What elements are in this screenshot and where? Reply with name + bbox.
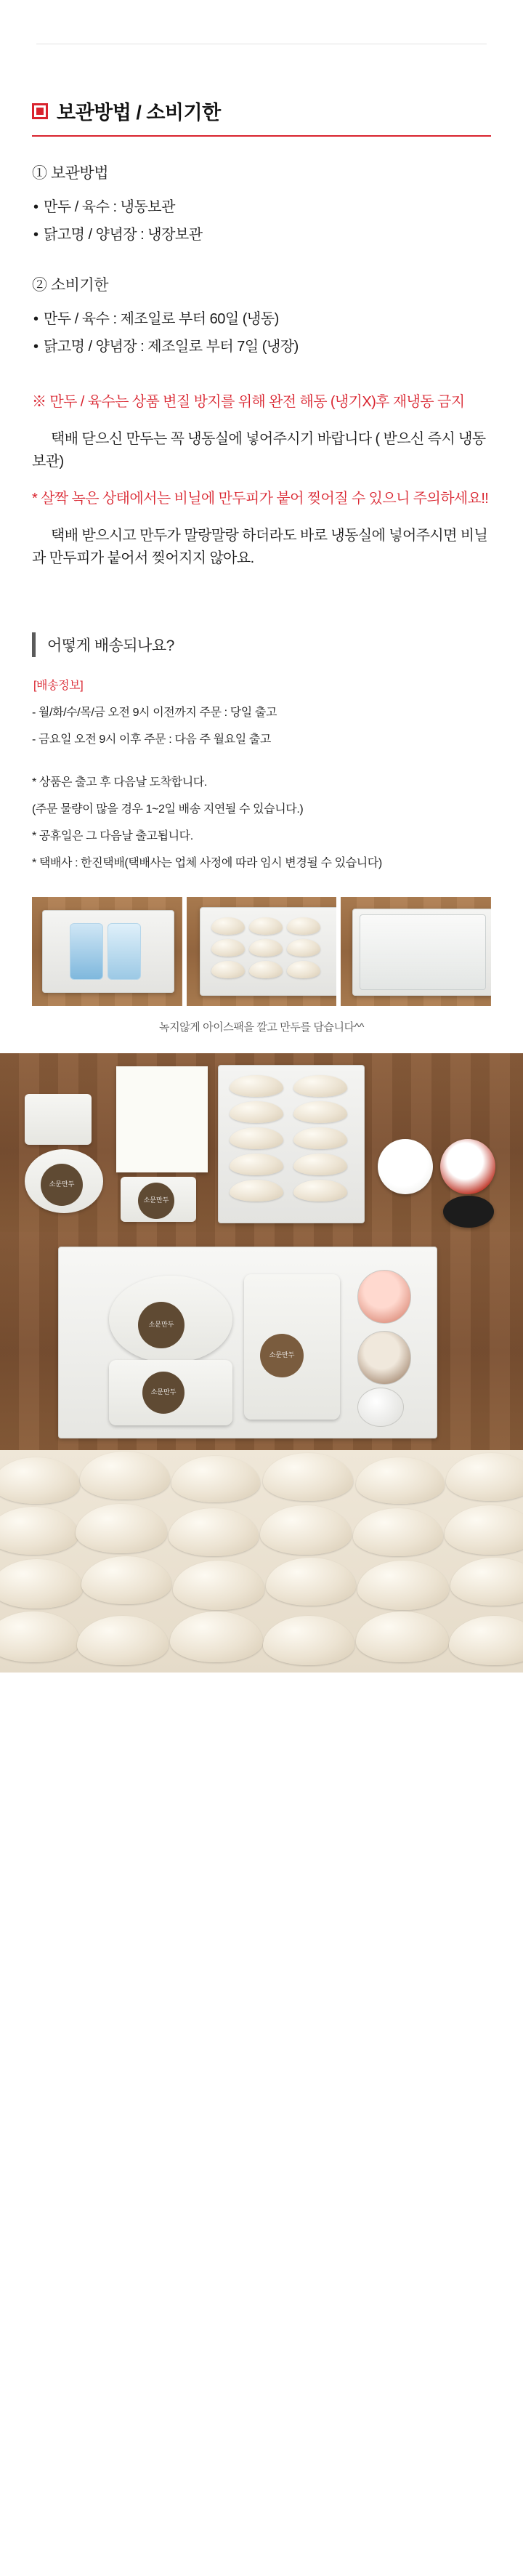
dumpling [449,1616,523,1665]
storage-subheading: ① 보관방법 [32,165,108,182]
page-content [0,97,523,1034]
ice-pack [108,923,141,980]
dumpling [81,1556,171,1604]
dumpling [170,1611,263,1662]
sauce-cup [357,1388,404,1427]
dark-bowl [443,1196,494,1228]
dumpling [356,1457,445,1504]
dumpling [446,1453,523,1501]
dumpling [249,961,283,978]
dumpling [230,1154,283,1175]
photo-tray-lid-closed [341,897,491,1006]
notice-refreeze-warning: ※ 만두 / 육수는 상품 변질 방지를 위해 완전 해동 (냉기X)후 재냉동 금지 [32,394,465,410]
delivery-line: - 금요일 오전 9시 이후 주문 : 다음 주 월요일 출고 [32,733,271,746]
dumpling [263,1453,353,1501]
expiry-list [32,305,491,361]
dumpling [230,1101,283,1123]
dumpling [293,1127,347,1149]
photo-row-full [0,1053,523,1673]
dumpling [260,1505,352,1555]
bullet-dot: • [33,311,38,327]
section-delivery-title [32,632,491,657]
dumpling [293,1180,347,1202]
list-item [32,193,491,221]
dumpling [266,1558,356,1606]
dumpling [287,939,320,957]
red-square-icon [32,103,48,119]
storage-list [32,193,491,249]
dumpling [293,1154,347,1175]
dumpling [263,1616,354,1665]
section-storage-title [32,97,491,125]
delivery-info-label: [배송정보] [33,680,84,692]
brand-stamp: 소문만두 [142,1372,185,1414]
list-item [32,333,491,361]
dumpling [293,1101,347,1123]
bullet-dot: • [33,227,38,243]
dumpling [0,1507,78,1555]
expiry-subheading: ② 소비기한 [32,277,108,294]
dumpling [173,1561,264,1610]
dumpling [450,1558,523,1606]
photo-row-top [32,897,491,1006]
bullet-dot: • [33,339,38,355]
sauce-bowl [440,1139,495,1194]
dumpling [211,961,245,978]
dumpling [445,1505,523,1555]
dumpling [76,1504,167,1553]
photo-packed-box [0,1232,523,1450]
bullet-dot: • [33,199,38,215]
dumpling [249,917,283,935]
sauce-cup [357,1270,411,1324]
dumpling [353,1508,443,1556]
list-item [32,221,491,249]
delivery-heading: 어떻게 배송되나요? [47,637,174,654]
photo-dumplings-tray [187,897,337,1006]
dumpling [356,1611,449,1662]
dumpling [287,917,320,935]
garnish-bowl [378,1139,433,1194]
dumpling [169,1508,259,1556]
delivery-note: * 공휴일은 그 다음날 출고됩니다. [32,830,193,842]
brand-stamp: 소문만두 [138,1183,174,1219]
dumpling [357,1561,449,1610]
photo-dumplings-closeup [0,1450,523,1673]
brand-stamp: 소문만두 [138,1302,185,1348]
dumpling [80,1452,170,1500]
dumpling [230,1180,283,1202]
product-detail-page [0,44,523,1673]
brand-stamp: 소문만두 [41,1164,83,1206]
gallery-caption: 녹지않게 아이스팩을 깔고 만두를 담습니다^^ [159,1021,364,1034]
notice-freezer-instruction: 택배 닫으신 만두는 꼭 냉동실에 넣어주시기 바랍니다 ( 받으신 즉시 냉동보관) [32,431,486,470]
dumpling [287,961,320,978]
dumpling [0,1457,80,1504]
dumpling [211,939,245,957]
dumpling [77,1616,169,1665]
dumpling [211,917,245,935]
delivery-note: * 상품은 출고 후 다음날 도착합니다. [32,776,207,789]
dumpling [0,1559,83,1609]
dumpling [171,1456,260,1502]
spacer [32,758,491,774]
delivery-info-lines [32,704,491,872]
sauce-pouch [25,1094,92,1145]
list-item-label: 닭고명 / 양념장 : 제조일로 부터 7일 (냉장) [44,339,299,355]
list-item-label: 만두 / 육수 : 제조일로 부터 60일 (냉동) [44,311,279,327]
dumpling [230,1075,283,1097]
dumpling [230,1127,283,1149]
tray-lid [360,914,486,990]
dumpling [249,939,283,957]
photo-icepack-in-box [32,897,182,1006]
list-item-label: 만두 / 육수 : 냉동보관 [44,199,175,215]
photo-full-package-contents [0,1053,523,1232]
brand-stamp: 소문만두 [260,1334,304,1377]
notice-delivery-instruction: 택배 받으시고 만두가 말랑말랑 하더라도 바로 냉동실에 넣어주시면 비닐과 만두피가 붙어서 찢어지지 않아요. [32,528,488,566]
quote-bar-icon [32,632,36,657]
sauce-cup [357,1331,411,1385]
notice-thaw-warning: * 살짝 녹은 상태에서는 비닐에 만두피가 붙어 찢어질 수 있으니 주의하세요!! [32,491,489,507]
dumpling [293,1075,347,1097]
list-item-label: 닭고명 / 양념장 : 냉장보관 [44,227,203,243]
red-rule [32,135,491,137]
dumpling [0,1611,80,1662]
delivery-note: * 택배사 : 한진택배(택배사는 업체 사정에 따라 임시 변경될 수 있습니다) [32,857,382,869]
page-title: 보관방법 / 소비기한 [57,102,221,124]
delivery-note: (주문 물량이 많을 경우 1~2일 배송 지연될 수 있습니다.) [32,803,304,816]
delivery-line: - 월/화/수/목/금 오전 9시 이전까지 주문 : 당일 출고 [32,707,277,719]
info-leaflet [116,1066,208,1172]
ice-pack [70,923,103,980]
list-item [32,305,491,333]
